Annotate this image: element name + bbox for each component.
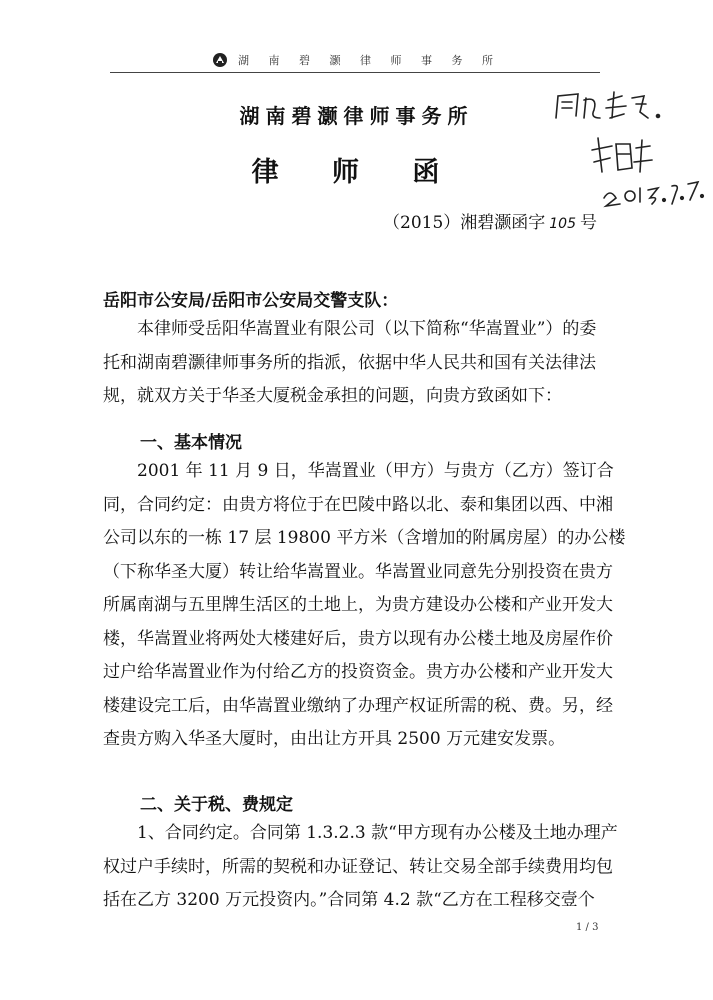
document-title: 律 师 函 [251,157,462,188]
intro-paragraph [103,313,607,414]
body-line: 括在乙方 3200 万元投资内。”合同第 4.2 款“乙方在工程移交壹个 [103,890,595,910]
section-2-body [103,817,618,918]
body-line: 所属南湖与五里牌生活区的土地上，为贵方建设办公楼和产业开发大 [103,595,613,615]
body-line: 公司以东的一栋 17 层 19800 平方米（含增加的附属房屋）的办公楼 [103,528,626,548]
body-line: 楼建设完工后，由华嵩置业缴纳了办理产权证所需的税、费。另，经 [103,695,613,716]
firm-title: 湖南碧灏律师事务所 [239,104,474,128]
section-1-heading: 一、基本情况 [140,433,242,453]
document-number-prefix: （2015）湘碧灏函字 [383,213,546,233]
section-1-body [103,455,626,757]
document-number-handwritten: 105 [549,216,576,232]
body-line: 过户给华嵩置业作为付给乙方的投资资金。贵方办公楼和产业开发大 [103,662,613,682]
intro-line: 本律师受岳阳华嵩置业有限公司（以下简称“华嵩置业”）的委 [137,319,597,339]
section-2-heading: 二、关于税、费规定 [140,795,293,815]
intro-line: 规，就双方关于华圣大厦税金承担的问题，向贵方致函如下： [103,386,562,406]
document-number-suffix: 号 [580,213,597,233]
page-number: 1 / 3 [576,922,599,933]
body-line: 同，合同约定：由贵方将位于在巴陵中路以北、泰和集团以西、中湘 [103,494,613,515]
intro-line: 托和湖南碧灏律师事务所的指派，依据中华人民共和国有关法律法 [103,352,596,373]
handwritten-approval-signature [548,88,708,218]
body-line: 1、合同约定。合同第 1.3.2.3 款“甲方现有办公楼及土地办理产 [137,823,618,843]
letterhead [0,46,713,74]
body-line: 权过户手续时，所需的契税和办证登记、转让交易全部手续费用均包 [103,856,613,877]
body-line: 2001 年 11 月 9 日，华嵩置业（甲方）与贵方（乙方）签订合 [137,461,614,481]
letterhead-firm-name: 湖 南 碧 灏 律 师 事 务 所 [238,54,501,67]
firm-logo-icon [212,52,228,68]
body-line: 查贵方购入华圣大厦时，由出让方开具 2500 万元建安发票。 [103,729,566,749]
body-line: （下称华圣大厦）转让给华嵩置业。华嵩置业同意先分别投资在贵方 [103,561,613,582]
header-divider [110,72,600,73]
body-line: 楼，华嵩置业将两处大楼建好后，贵方以现有办公楼土地及房屋作价 [103,628,613,649]
letter-recipient: 岳阳市公安局/岳阳市公安局交警支队： [103,291,399,311]
